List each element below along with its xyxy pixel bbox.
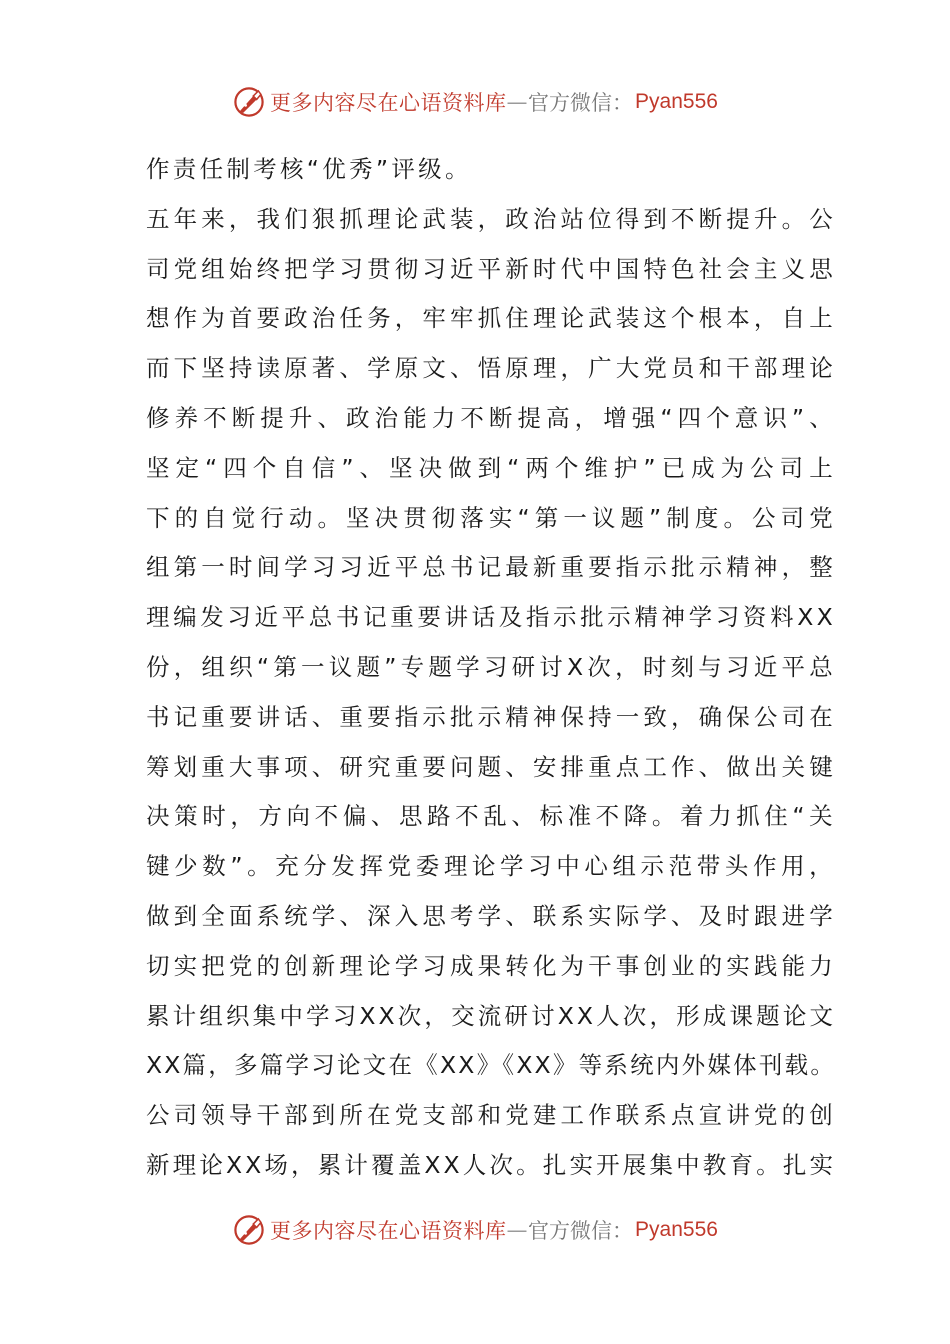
text-line: 理编发习近平总书记重要讲话及指示批示精神学习资料XX bbox=[146, 603, 836, 632]
text-line: 下的自觉行动。坚决贯彻落实“第一议题”制度。公司党 bbox=[146, 503, 836, 532]
text-line: 书记重要讲话、重要指示批示精神保持一致，确保公司在 bbox=[146, 702, 836, 731]
banner-label: 官方微信： bbox=[528, 1219, 634, 1243]
text-line: 司党组始终把学习贯彻习近平新时代中国特色社会主义思 bbox=[146, 254, 836, 283]
pen-nib-logo-icon bbox=[232, 1213, 266, 1247]
banner-main-text: 更多内容尽在心语资料库 bbox=[270, 1219, 507, 1243]
document-body bbox=[146, 145, 836, 1191]
banner-wechat-id: Pyan556 bbox=[635, 90, 718, 113]
text-line: 组第一时间学习习近平总书记最新重要指示批示精神，整 bbox=[146, 553, 836, 582]
text-line: 份，组织“第一议题”专题学习研讨X次，时刻与习近平总 bbox=[146, 652, 836, 681]
banner-main-text: 更多内容尽在心语资料库 bbox=[270, 91, 507, 115]
header-banner bbox=[0, 82, 950, 122]
banner-separator: — bbox=[506, 1218, 529, 1242]
text-line: 筹划重大事项、研究重要问题、安排重点工作、做出关键 bbox=[146, 752, 836, 781]
text-line: 而下坚持读原著、学原文、悟原理，广大党员和干部理论 bbox=[146, 354, 836, 383]
text-line: 五年来，我们狠抓理论武装，政治站位得到不断提升。公 bbox=[146, 204, 836, 233]
text-line: 键少数”。充分发挥党委理论学习中心组示范带头作用， bbox=[146, 852, 836, 881]
text-line: 坚定“四个自信”、坚决做到“两个维护”已成为公司上 bbox=[146, 453, 836, 482]
banner-separator: — bbox=[506, 90, 529, 114]
pen-nib-logo-icon bbox=[232, 85, 266, 119]
banner-wechat-id: Pyan556 bbox=[635, 1218, 718, 1241]
text-line: XX篇，多篇学习论文在《XX》《XX》等系统内外媒体刊载。 bbox=[146, 1051, 836, 1080]
text-line: 新理论XX场，累计覆盖XX人次。扎实开展集中教育。扎实 bbox=[146, 1150, 836, 1179]
text-line: 修养不断提升、政治能力不断提高，增强“四个意识”、 bbox=[146, 403, 836, 432]
text-line: 想作为首要政治任务，牢牢抓住理论武装这个根本，自上 bbox=[146, 304, 836, 333]
text-line: 公司领导干部到所在党支部和党建工作联系点宣讲党的创 bbox=[146, 1101, 836, 1130]
text-line: 累计组织集中学习XX次，交流研讨XX人次，形成课题论文 bbox=[146, 1001, 836, 1030]
text-line: 切实把党的创新理论学习成果转化为干事创业的实践能力 bbox=[146, 951, 836, 980]
footer-banner bbox=[0, 1210, 950, 1250]
banner-label: 官方微信： bbox=[528, 91, 634, 115]
text-line: 决策时，方向不偏、思路不乱、标准不降。着力抓住“关 bbox=[146, 802, 836, 831]
text-line: 作责任制考核“优秀”评级。 bbox=[146, 155, 472, 183]
text-line: 做到全面系统学、深入思考学、联系实际学、及时跟进学 bbox=[146, 901, 836, 930]
